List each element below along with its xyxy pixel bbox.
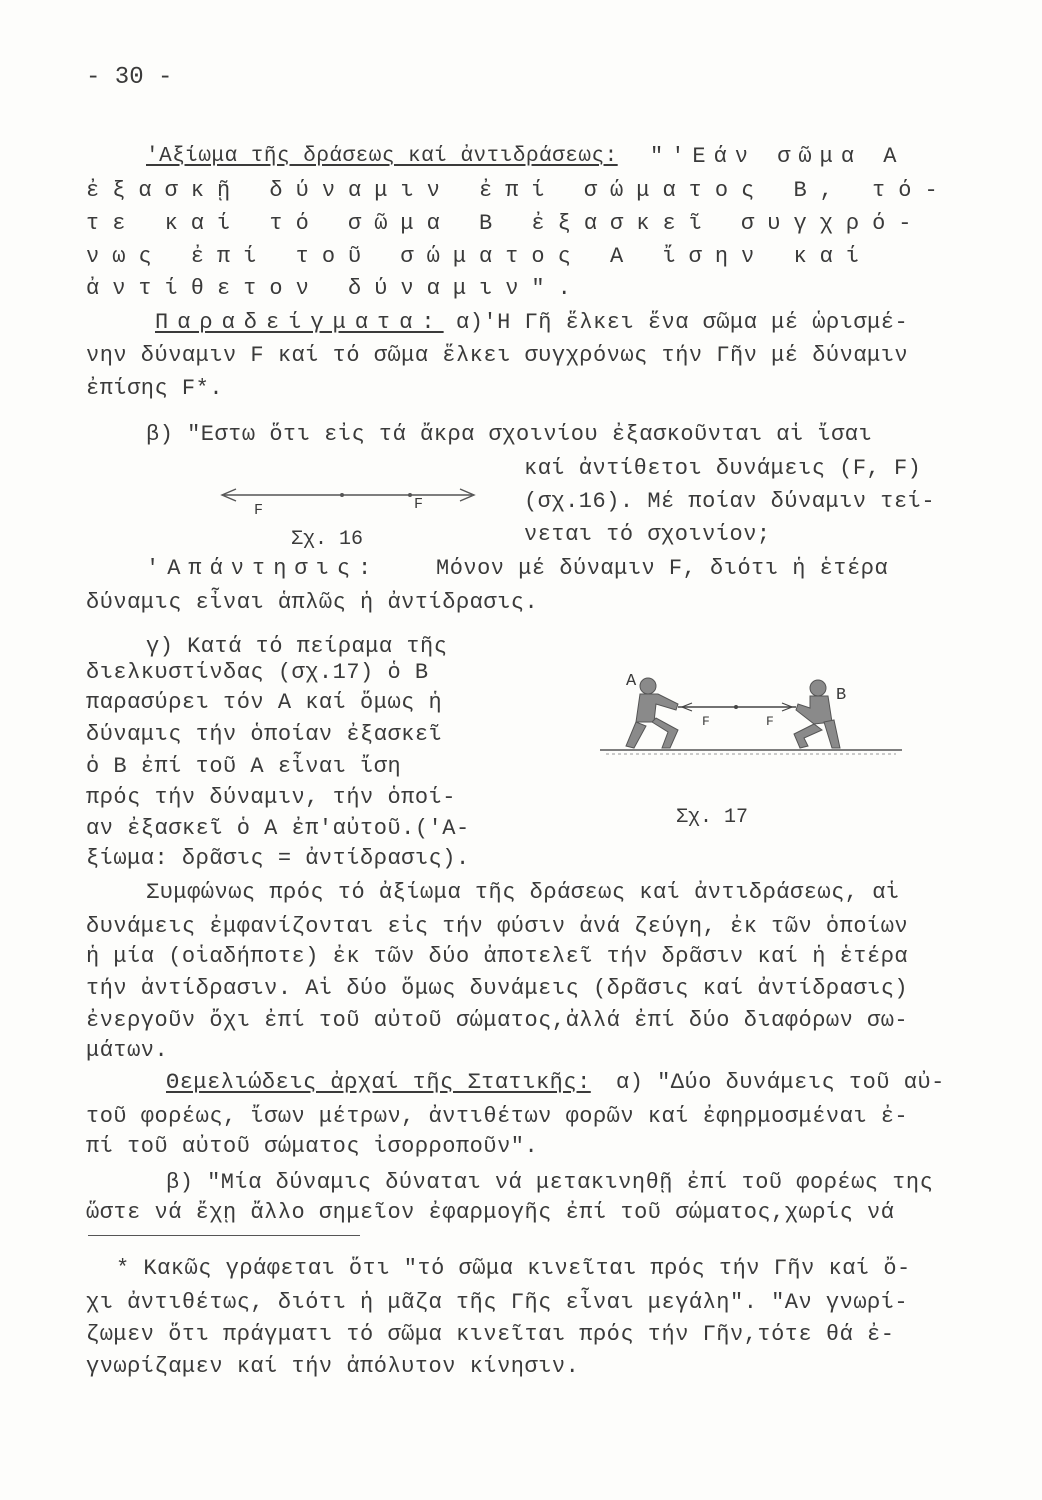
example-c-line: αν ἐξασκεῖ ὁ Α ἐπ'αὐτοῦ.('Α- bbox=[86, 816, 470, 841]
principles-line: α) "Δύο δυνάμεις τοῦ αὐ- bbox=[616, 1070, 945, 1095]
fig16-force-left: F bbox=[254, 502, 264, 519]
answer-line: Μόνον μέ δύναμιν F, διότι ἡ ἑτέρα bbox=[436, 556, 889, 581]
example-c-line: ξίωμα: δρᾶσις = ἀντίδρασις). bbox=[86, 846, 470, 871]
fig17-caption: Σχ. 17 bbox=[676, 806, 749, 829]
example-b-line: νεται τό σχοινίον; bbox=[524, 522, 771, 547]
fig16-force-right: F bbox=[414, 496, 424, 513]
answer-line: δύναμις εἶναι ἁπλῶς ἡ ἀντίδρασις. bbox=[86, 590, 539, 615]
example-c-line: διελκυστίνδας (σχ.17) ὁ Β bbox=[86, 660, 429, 685]
example-a-line: ἐπίσης F*. bbox=[86, 376, 224, 401]
paragraph-line: μάτων. bbox=[86, 1038, 169, 1063]
footnote-line: * Κακῶς γράφεται ὅτι "τό σῶμα κινεῖται πρός τήν Γῆν καί ὄ- bbox=[116, 1256, 911, 1281]
fig17-force-left: F bbox=[702, 714, 710, 729]
page-number: - 30 - bbox=[86, 64, 173, 91]
person-b-icon bbox=[794, 680, 840, 748]
example-b-line: (σχ.16). Μέ ποίαν δύναμιν τεί- bbox=[524, 489, 936, 514]
footnote-line: γνωρίζαμεν καί τήν ἀπόλυτον κίνησιν. bbox=[86, 1354, 580, 1379]
axiom-line: ἐξασκῇ δύναμιν ἐπί σώματος Β, τό- bbox=[86, 178, 951, 203]
example-c-line: παρασύρει τόν Α καί ὅμως ἡ bbox=[86, 690, 443, 715]
principles-line: πί τοῦ αὐτοῦ σώματος ἰσορροποῦν". bbox=[86, 1134, 539, 1159]
paragraph-line: δυνάμεις ἐμφανίζονται εἰς τήν φύσιν ἀνά ζεύγη, ἐκ τῶν ὁποίων bbox=[86, 914, 909, 939]
axiom-line: "'Εάν σῶμα Α bbox=[650, 144, 905, 169]
answer-label: 'Απάντησις: bbox=[146, 556, 380, 581]
fig17-force-right: F bbox=[766, 714, 774, 729]
figure-17-tug-of-war bbox=[596, 660, 916, 780]
axiom-line: ἀντίθετον δύναμιν". bbox=[86, 276, 584, 301]
axiom-line: νως ἐπί τοῦ σώματος Α ἴσην καί bbox=[86, 244, 873, 269]
paragraph-line: τήν ἀντίδρασιν. Αἱ δύο ὅμως δυνάμεις (δρᾶσις καί ἀντίδρασις) bbox=[86, 976, 909, 1001]
footnote-line: χι ἀντιθέτως, διότι ἡ μᾶζα τῆς Γῆς εἶναι μεγάλη". "Αν γνωρί- bbox=[86, 1290, 909, 1315]
principles-line: β) "Μία δύναμις δύναται νά μετακινηθῇ ἐπί τοῦ φορέως της bbox=[166, 1170, 934, 1195]
principles-heading: Θεμελιώδεις ἀρχαί τῆς Στατικῆς: bbox=[166, 1070, 591, 1095]
fig17-label-a: A bbox=[626, 672, 637, 691]
axiom-line: τε καί τό σῶμα Β ἐξασκεῖ συγχρό- bbox=[86, 211, 925, 236]
paragraph-line: ἐνεργοῦν ὄχι ἐπί τοῦ αὐτοῦ σώματος,ἀλλά ἐπί δύο διαφόρων σω- bbox=[86, 1008, 909, 1033]
principles-line: ὥστε νά ἔχῃ ἄλλο σημεῖον ἐφαρμογῆς ἐπί τοῦ σώματος,χωρίς νά bbox=[86, 1200, 895, 1225]
example-b-line: καί ἀντίθετοι δυνάμεις (F, F) bbox=[524, 456, 922, 481]
figure-16-rope bbox=[210, 478, 490, 524]
example-b-line: β) "Εστω ὅτι εἰς τά ἄκρα σχοινίου ἐξασκοῦνται αἱ ἴσαι bbox=[146, 422, 873, 447]
axiom-title: 'Αξίωμα τῆς δράσεως καί ἀντιδράσεως: bbox=[146, 145, 618, 168]
example-c-line: ὁ Β ἐπί τοῦ Α εἶναι ἴση bbox=[86, 754, 402, 779]
example-c-line: γ) Κατά τό πείραμα τῆς bbox=[146, 634, 448, 659]
fig17-label-b: B bbox=[836, 686, 847, 705]
example-c-line: πρός τήν δύναμιν, τήν ὁποί- bbox=[86, 785, 456, 810]
fig16-caption: Σχ. 16 bbox=[291, 528, 364, 551]
footnote-divider bbox=[88, 1235, 360, 1236]
examples-heading: Παραδείγματα: bbox=[155, 310, 444, 335]
example-a-line: νην δύναμιν F καί τό σῶμα ἕλκει συγχρόνως τήν Γῆν μέ δύναμιν bbox=[86, 343, 909, 368]
footnote-line: ζωμεν ὅτι πράγματι τό σῶμα κινεῖται πρός τήν Γῆν,τότε θά ἐ- bbox=[86, 1322, 895, 1347]
paragraph-line: Συμφώνως πρός τό ἀξίωμα τῆς δράσεως καί ἀντιδράσεως, αἱ bbox=[146, 880, 900, 905]
principles-line: τοῦ φορέως, ἴσων μέτρων, ἀντιθέτων φορῶν καί ἐφηρμοσμέναι ἐ- bbox=[86, 1104, 909, 1129]
example-c-line: δύναμις τήν ὁποίαν ἐξασκεῖ bbox=[86, 722, 443, 747]
example-a-line: α)'Η Γῆ ἕλκει ἕνα σῶμα μέ ὡρισμέ- bbox=[456, 310, 909, 335]
paragraph-line: ἡ μία (οἱαδήποτε) ἐκ τῶν δύο ἀποτελεῖ τήν δρᾶσιν καί ἡ ἑτέρα bbox=[86, 944, 909, 969]
